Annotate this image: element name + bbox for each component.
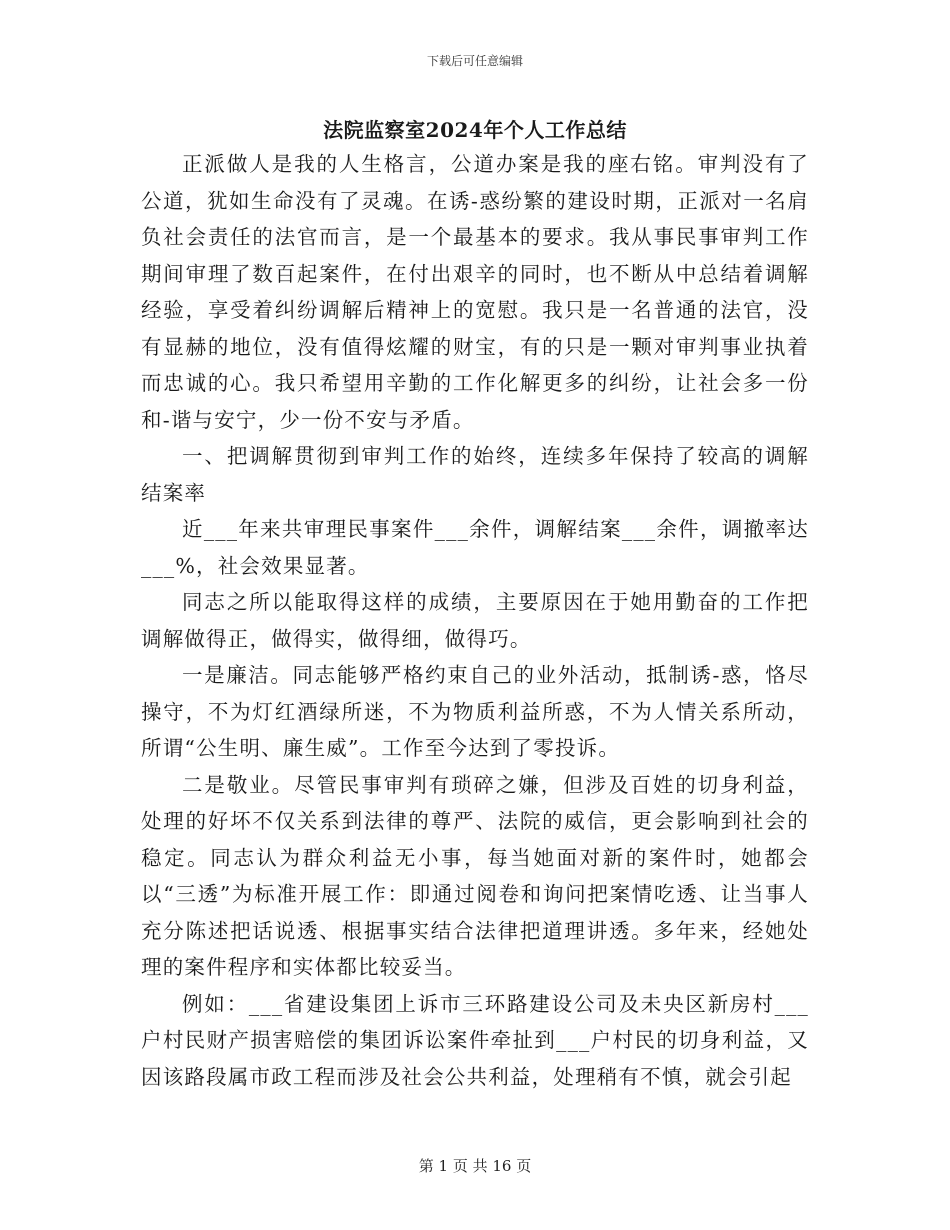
paragraph: 二是敬业。尽管民事审判有琐碎之嫌，但涉及百姓的切身利益，处理的好坏不仅关系到法律的尊严、法院的威信，更会影响到社会的稳定。同志认为群众利益无小事，每当她面对新的案件时，她都会以“三透”为标准开展工作：即通过阅卷和询问把案情吃透、让当事人充分陈述把话说透、根据事实结合法律把道理讲透。多年来，经她处理的案件程序和实体都比较妥当。 [141, 772, 809, 979]
paragraph: 一是廉洁。同志能够严格约束自己的业外活动，抵制诱-惑，恪尽操守，不为灯红酒绿所迷，不为物质利益所惑，不为人情关系所动，所谓“公生明、廉生威”。工作至今达到了零投诉。 [141, 663, 809, 760]
paragraph: 一、把调解贯彻到审判工作的始终，连续多年保持了较高的调解结案率 [141, 444, 809, 505]
document-body [141, 146, 809, 1095]
page-number-footer: 第 1 页 共 16 页 [418, 1157, 532, 1175]
paragraph: 例如：___省建设集团上诉市三环路建设公司及未央区新房村___户村民财产损害赔偿的集团诉讼案件牵扯到___户村民的切身利益，又因该路段属市政工程而涉及社会公共利益，处理稍有不慎，就会引起 [141, 991, 809, 1089]
page-header-note: 下载后可任意编辑 [426, 54, 523, 68]
document-title: 法院监察室2024年个人工作总结 [323, 118, 627, 142]
paragraph: 同志之所以能取得这样的成绩，主要原因在于她用勤奋的工作把调解做得正，做得实，做得细，做得巧。 [141, 590, 809, 651]
paragraph: 近___年来共审理民事案件___余件，调解结案___余件，调撤率达___%，社会效果显著。 [141, 517, 809, 578]
paragraph: 正派做人是我的人生格言，公道办案是我的座右铭。审判没有了公道，犹如生命没有了灵魂。在诱-惑纷繁的建设时期，正派对一名肩负社会责任的法官而言，是一个最基本的要求。我从事民事审判工作期间审理了数百起案件，在付出艰辛的同时，也不断从中总结着调解经验，享受着纠纷调解后精神上的宽慰。我只是一名普通的法官，没有显赫的地位，没有值得炫耀的财宝，有的只是一颗对审判事业执着而忠诚的心。我只希望用辛勤的工作化解更多的纠纷，让社会多一份和-谐与安宁，少一份不安与矛盾。 [141, 152, 809, 432]
